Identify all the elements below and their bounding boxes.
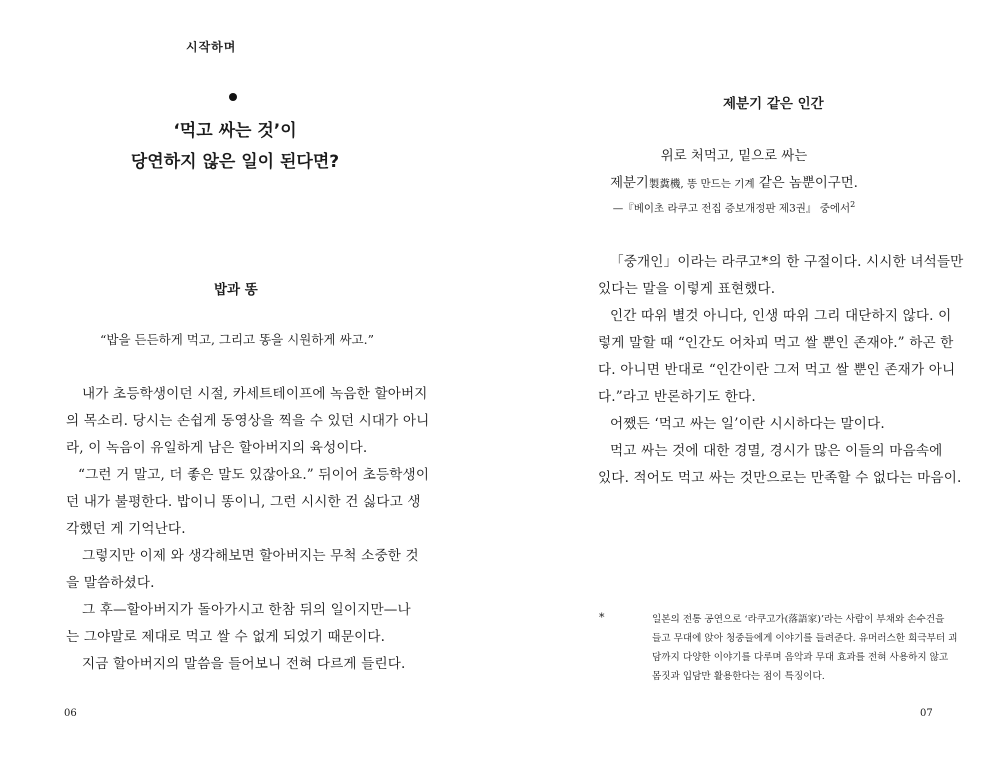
right-page: [500, 0, 1000, 759]
body-line: 지금 할아버지의 말씀을 들어보니 전혀 다르게 들린다.: [82, 656, 406, 672]
body-line: 인간 따위 별것 아니다, 인생 따위 그리 대단하지 않다. 이: [610, 308, 952, 324]
source-text: —『베이초 라쿠고 전집 증보개정판 제3권』 중에서: [612, 202, 851, 215]
body-line: 그렇지만 이제 와 생각해보면 할아버지는 무척 소중한 것: [82, 548, 419, 564]
body-line: 있다는 말을 이렇게 표현했다.: [598, 281, 776, 297]
body-line: 의 목소리. 당시는 손쉽게 동영상을 찍을 수 있던 시대가 아니: [66, 413, 430, 429]
footnote-line: 일본의 전통 공연으로 ‘라쿠고가(落語家)’라는 사람이 부채와 손수건을: [652, 614, 945, 625]
body-line: 던 내가 불평한다. 밥이니 똥이니, 그런 시시한 건 싫다고 생: [66, 494, 421, 510]
body-line: “그런 거 말고, 더 좋은 말도 있잖아요.” 뒤이어 초등학생이: [78, 467, 430, 483]
quote: “밥을 든든하게 먹고, 그리고 똥을 시원하게 싸고.”: [100, 332, 374, 347]
footnote-mark: *: [599, 611, 605, 624]
section-heading: 밥과 똥: [214, 282, 258, 298]
verse-line-2: [484, 172, 984, 191]
footnote-line: 몸짓과 입담만 활용한다는 점이 특징이다.: [652, 671, 825, 682]
running-header: 시작하며: [186, 40, 237, 54]
body-line: 을 말씀하셨다.: [66, 575, 155, 591]
body-line: 다.”라고 반론하기도 한다.: [598, 389, 756, 405]
body-line: 「중개인」이라는 라쿠고*의 한 구절이다. 시시한 녀석들만: [610, 254, 964, 270]
section-heading: 제분기 같은 인간: [723, 96, 824, 112]
body-line: 그 후—할아버지가 돌아가시고 한참 뒤의 일이지만—나: [82, 602, 411, 618]
verse-line-1: 위로 처먹고, 밑으로 싸는: [660, 149, 808, 164]
page-number: 06: [64, 708, 77, 719]
footnote-line: 들고 무대에 앉아 청중들에게 이야기를 들려준다. 유머러스한 희극부터 괴: [652, 633, 958, 644]
body-line: 먹고 싸는 것에 대한 경멸, 경시가 많은 이들의 마음속에: [610, 443, 943, 459]
verse-word: 같은 놈뿐이구먼.: [758, 176, 858, 191]
body-line: 라, 이 녹음이 유일하게 남은 할아버지의 육성이다.: [66, 440, 368, 456]
title-line-2: 당연하지 않은 일이 된다면?: [130, 152, 340, 172]
footnote-line: 담까지 다양한 이야기를 다루며 음악과 무대 효과를 전혀 사용하지 않고: [652, 652, 949, 663]
verse-gloss: 製糞機, 똥 만드는 기계: [648, 178, 755, 190]
page-number: 07: [920, 708, 933, 719]
body-line: 내가 초등학생이던 시절, 카세트테이프에 녹음한 할아버지: [82, 386, 428, 402]
body-line: 렇게 말할 때 “인간도 어차피 먹고 쌀 뿐인 존재야.” 하곤 한: [598, 335, 954, 351]
title-line-1: ‘먹고 싸는 것’이: [173, 121, 297, 141]
body-line: 어쨌든 ‘먹고 싸는 일’이란 시시하다는 말이다.: [610, 416, 885, 432]
body-line: 있다. 적어도 먹고 싸는 것만으로는 만족할 수 없다는 마음이.: [598, 470, 962, 486]
source-note-ref: 2: [850, 200, 856, 209]
body-line: 각했던 게 기억난다.: [66, 521, 186, 537]
body-line: 다. 아니면 반대로 “인간이란 그저 먹고 쌀 뿐인 존재가 아니: [598, 362, 956, 378]
body-line: 는 그야말로 제대로 먹고 쌀 수 없게 되었기 때문이다.: [66, 629, 386, 645]
verse-source: [484, 200, 984, 216]
verse-word: 제분기: [610, 176, 649, 191]
bullet-dot: [229, 93, 237, 101]
